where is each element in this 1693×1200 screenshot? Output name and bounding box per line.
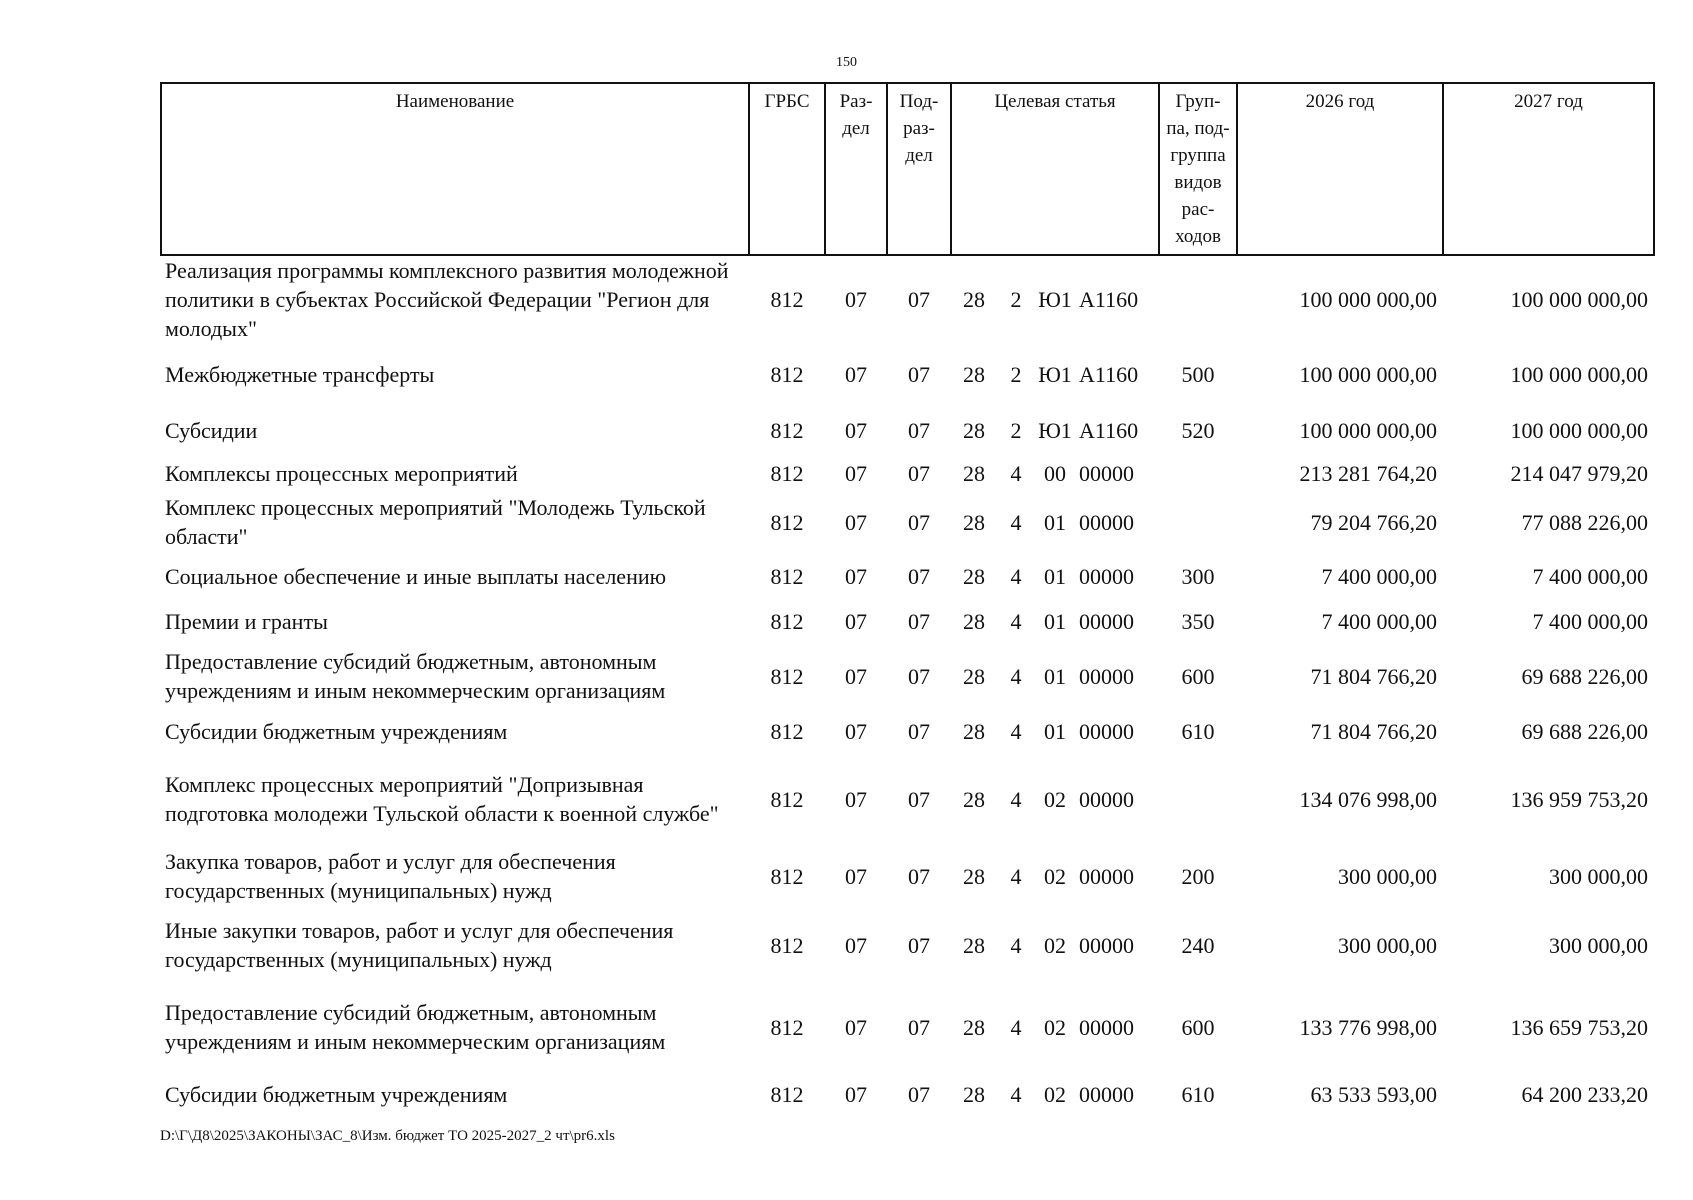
row-razdel: 07 [845,287,867,312]
target-direction: А1160 [1079,361,1139,387]
row-razdel: 07 [845,663,867,689]
target-subprogram: 02 [1044,932,1066,958]
row-name: Предоставление субсидий бюджетным, автономным учреждениям и иным некоммерческим организациям [165,1000,666,1054]
row-name: Комплекс процессных мероприятий "Молодежь Тульской области" [165,495,706,549]
row-name: Субсидии [165,417,258,443]
target-direction: 00000 [1079,1014,1134,1040]
row-target [951,845,1159,907]
target-subprogram: 01 [1044,509,1066,535]
row-target [951,907,1159,983]
row-podrazdel: 07 [908,460,930,486]
row-expense-group: 500 [1181,361,1215,387]
row-name: Субсидии бюджетным учреждениям [165,1081,508,1107]
row-expense-group [1159,255,1237,343]
target-type: 4 [1010,509,1022,535]
row-expense-group: 300 [1181,563,1215,589]
target-type: 4 [1010,608,1022,634]
target-subprogram: 02 [1044,1014,1066,1040]
row-target [951,255,1159,343]
target-type: 4 [1010,863,1022,889]
target-direction: 00000 [1079,460,1134,486]
target-subprogram: 00 [1044,460,1066,486]
table-row [161,907,1654,983]
target-program: 28 [963,718,985,744]
header-name: Наименование [161,83,749,255]
target-type: 2 [1010,417,1022,443]
row-name: Предоставление субсидий бюджетным, автономным учреждениям и иным некоммерческим организациям [165,649,666,703]
row-expense-group: 610 [1181,1081,1215,1107]
row-podrazdel: 07 [908,1014,930,1040]
target-program: 28 [963,287,985,312]
row-podrazdel: 07 [908,1081,930,1107]
row-expense-group: 600 [1181,1014,1215,1040]
header-razdel: Раз- дел [825,83,887,255]
row-grbs: 812 [770,608,804,634]
header-year-2026: 2026 год [1237,83,1443,255]
row-grbs: 812 [770,460,804,486]
row-grbs: 812 [770,417,804,443]
header-podrazdel: Под- раз- дел [887,83,951,255]
table-row [161,553,1654,599]
row-podrazdel: 07 [908,509,930,535]
target-subprogram: 02 [1044,786,1066,812]
row-razdel: 07 [845,417,867,443]
table-row [161,753,1654,845]
row-grbs: 812 [770,786,804,812]
row-target [951,1071,1159,1117]
row-name: Комплекс процессных мероприятий "Допризывная подготовка молодежи Тульской области к военной службе" [165,772,719,826]
target-subprogram: 01 [1044,663,1066,689]
row-podrazdel: 07 [908,608,930,634]
row-razdel: 07 [845,1081,867,1107]
row-name: Комплексы процессных мероприятий [165,460,518,486]
target-type: 2 [1010,361,1022,387]
target-direction: 00000 [1079,718,1134,744]
row-grbs: 812 [770,361,804,387]
target-subprogram: 01 [1044,608,1066,634]
row-razdel: 07 [845,863,867,889]
row-grbs: 812 [770,932,804,958]
row-amount-2027: 77 088 226,00 [1521,509,1648,535]
row-target [951,643,1159,709]
row-grbs: 812 [770,663,804,689]
target-type: 4 [1010,663,1022,689]
row-amount-2027: 214 047 979,20 [1510,460,1648,486]
row-amount-2026: 63 533 593,00 [1310,1081,1437,1107]
row-amount-2027: 300 000,00 [1549,863,1648,889]
target-program: 28 [963,786,985,812]
row-target [951,599,1159,643]
row-grbs: 812 [770,563,804,589]
row-amount-2027: 100 000 000,00 [1510,287,1648,312]
table-header-row [161,83,1654,255]
row-expense-group: 520 [1181,417,1215,443]
row-target [951,491,1159,553]
row-amount-2027: 300 000,00 [1549,932,1648,958]
table-row [161,255,1654,343]
target-program: 28 [963,932,985,958]
table-row [161,709,1654,753]
target-program: 28 [963,608,985,634]
table-row [161,1071,1654,1117]
table-row [161,491,1654,553]
row-amount-2026: 79 204 766,20 [1310,509,1437,535]
row-podrazdel: 07 [908,786,930,812]
row-name: Межбюджетные трансферты [165,361,435,387]
row-expense-group: 350 [1181,608,1215,634]
header-group: Груп- па, под- группа видов рас- ходов [1159,83,1237,255]
target-program: 28 [963,1014,985,1040]
table-row [161,845,1654,907]
target-program: 28 [963,863,985,889]
row-name: Премии и гранты [165,608,328,634]
target-direction: 00000 [1079,863,1134,889]
row-podrazdel: 07 [908,863,930,889]
row-name: Реализация программы комплексного развития молодежной политики в субъектах Российской Федерации "Регион для молодых" [165,258,729,341]
row-amount-2027: 7 400 000,00 [1532,563,1648,589]
target-type: 4 [1010,718,1022,744]
row-expense-group [1159,753,1237,845]
target-subprogram: Ю1 [1038,287,1072,312]
target-program: 28 [963,563,985,589]
target-subprogram: Ю1 [1038,361,1072,387]
row-expense-group: 240 [1181,932,1215,958]
row-amount-2027: 136 659 753,20 [1510,1014,1648,1040]
target-direction: 00000 [1079,663,1134,689]
row-grbs: 812 [770,1081,804,1107]
table-row [161,599,1654,643]
footer-file-path: D:\Г\Д8\2025\ЗАКОНЫ\ЗАС_8\Изм. бюджет ТО 2025-2027_2 чт\pr6.xls [160,1128,615,1144]
row-razdel: 07 [845,1014,867,1040]
row-podrazdel: 07 [908,361,930,387]
row-amount-2026: 7 400 000,00 [1321,563,1437,589]
target-type: 4 [1010,786,1022,812]
row-amount-2027: 7 400 000,00 [1532,608,1648,634]
row-target [951,455,1159,491]
table-row [161,405,1654,455]
target-type: 4 [1010,1014,1022,1040]
row-name: Закупка товаров, работ и услуг для обеспечения государственных (муниципальных) нужд [165,849,616,903]
target-program: 28 [963,417,985,443]
target-direction: А1160 [1079,417,1139,443]
table-row [161,983,1654,1071]
table-row [161,343,1654,405]
row-amount-2027: 100 000 000,00 [1510,417,1648,443]
target-subprogram: 01 [1044,563,1066,589]
row-amount-2027: 64 200 233,20 [1521,1081,1648,1107]
target-program: 28 [963,361,985,387]
row-amount-2026: 133 776 998,00 [1299,1014,1437,1040]
row-expense-group: 610 [1181,718,1215,744]
table-row [161,455,1654,491]
row-amount-2026: 300 000,00 [1338,863,1437,889]
row-razdel: 07 [845,509,867,535]
target-program: 28 [963,663,985,689]
target-program: 28 [963,509,985,535]
target-direction: 00000 [1079,509,1134,535]
target-type: 2 [1010,287,1022,312]
row-target [951,553,1159,599]
row-expense-group [1159,491,1237,553]
row-amount-2026: 100 000 000,00 [1299,417,1437,443]
row-name: Субсидии бюджетным учреждениям [165,718,508,744]
row-podrazdel: 07 [908,563,930,589]
row-podrazdel: 07 [908,663,930,689]
row-expense-group: 200 [1181,863,1215,889]
row-grbs: 812 [770,863,804,889]
row-amount-2026: 7 400 000,00 [1321,608,1437,634]
row-target [951,753,1159,845]
row-amount-2027: 69 688 226,00 [1521,718,1648,744]
row-podrazdel: 07 [908,932,930,958]
target-direction: А1160 [1079,287,1139,312]
row-razdel: 07 [845,718,867,744]
row-amount-2026: 100 000 000,00 [1299,287,1437,312]
row-expense-group [1159,455,1237,491]
row-grbs: 812 [770,287,804,312]
row-razdel: 07 [845,932,867,958]
target-type: 4 [1010,563,1022,589]
row-name: Социальное обеспечение и иные выплаты населению [165,563,667,589]
row-grbs: 812 [770,1014,804,1040]
target-program: 28 [963,1081,985,1107]
row-target [951,709,1159,753]
row-razdel: 07 [845,563,867,589]
row-podrazdel: 07 [908,417,930,443]
target-subprogram: 02 [1044,863,1066,889]
row-grbs: 812 [770,718,804,744]
target-direction: 00000 [1079,932,1134,958]
target-subprogram: 02 [1044,1081,1066,1107]
target-direction: 00000 [1079,563,1134,589]
target-type: 4 [1010,932,1022,958]
row-razdel: 07 [845,608,867,634]
target-type: 4 [1010,1081,1022,1107]
row-amount-2026: 134 076 998,00 [1299,786,1437,812]
target-direction: 00000 [1079,608,1134,634]
row-podrazdel: 07 [908,287,930,312]
target-subprogram: Ю1 [1038,417,1072,443]
row-amount-2027: 100 000 000,00 [1510,361,1648,387]
row-amount-2026: 100 000 000,00 [1299,361,1437,387]
table-row [161,643,1654,709]
row-razdel: 07 [845,460,867,486]
header-target: Целевая статья [951,83,1159,255]
row-target [951,405,1159,455]
row-amount-2027: 69 688 226,00 [1521,663,1648,689]
row-amount-2026: 213 281 764,20 [1299,460,1437,486]
target-subprogram: 01 [1044,718,1066,744]
row-amount-2027: 136 959 753,20 [1510,786,1648,812]
header-year-2027: 2027 год [1443,83,1654,255]
target-type: 4 [1010,460,1022,486]
target-direction: 00000 [1079,786,1134,812]
row-target [951,343,1159,405]
row-podrazdel: 07 [908,718,930,744]
row-expense-group: 600 [1181,663,1215,689]
header-grbs: ГРБС [749,83,825,255]
budget-table [160,82,1655,1117]
row-razdel: 07 [845,361,867,387]
row-razdel: 07 [845,786,867,812]
row-target [951,983,1159,1071]
target-direction: 00000 [1079,1081,1134,1107]
row-amount-2026: 300 000,00 [1338,932,1437,958]
row-amount-2026: 71 804 766,20 [1310,663,1437,689]
target-program: 28 [963,460,985,486]
row-amount-2026: 71 804 766,20 [1310,718,1437,744]
page-number: 150 [836,55,857,70]
row-grbs: 812 [770,509,804,535]
row-name: Иные закупки товаров, работ и услуг для обеспечения государственных (муниципальных) нужд [165,918,674,972]
